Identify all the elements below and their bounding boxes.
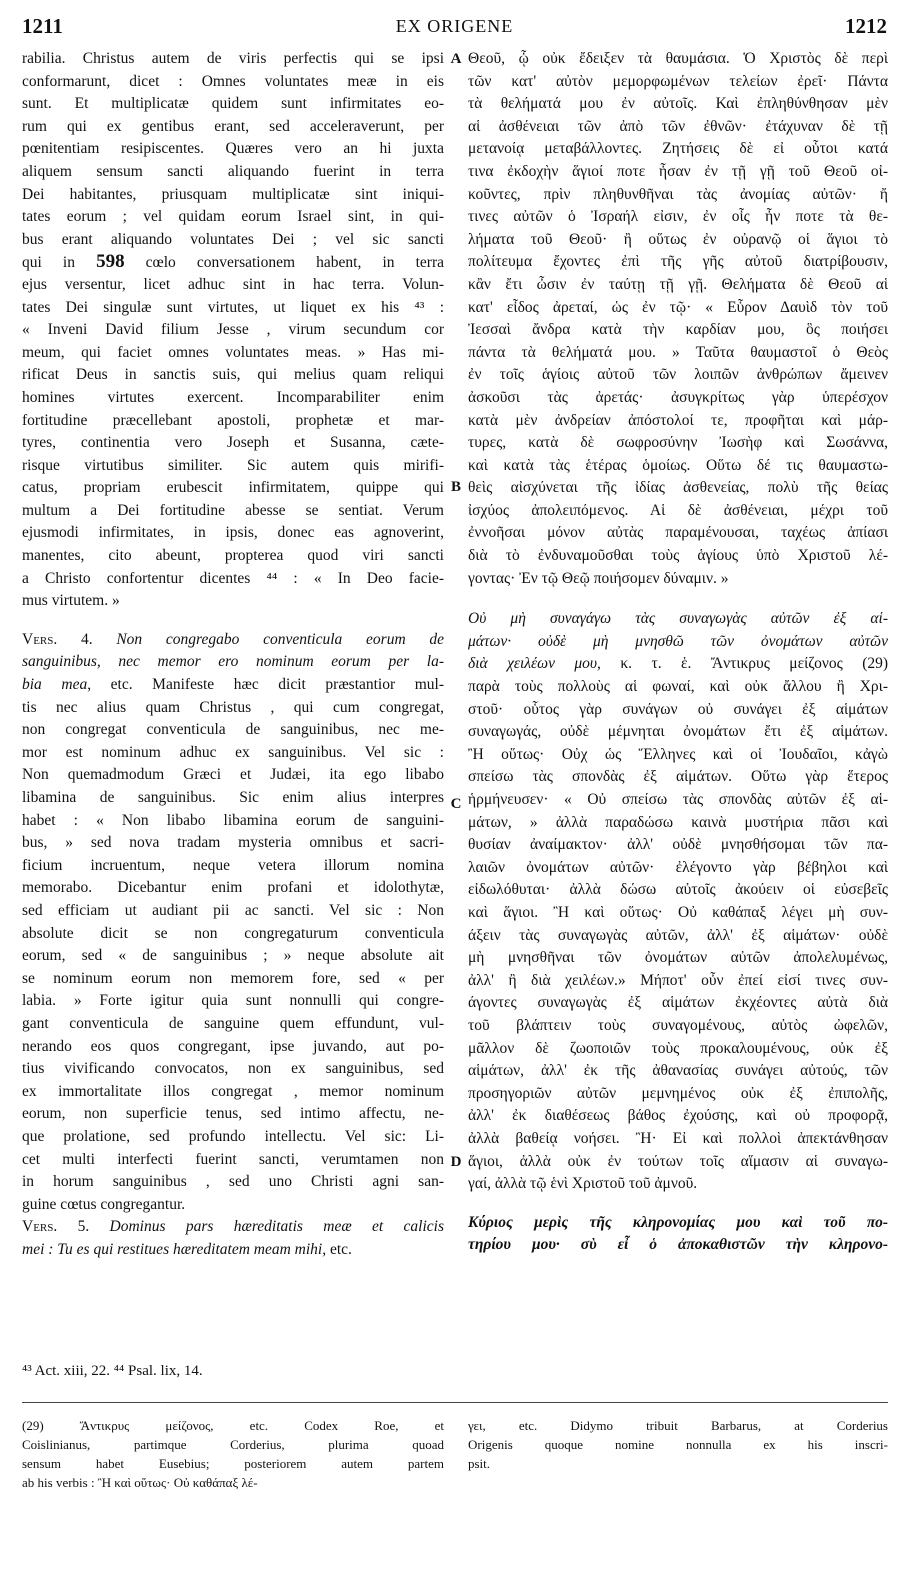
text-line: θυσίαν ἀναίμακτον· ἀλλ' οὐδὲ μνησθήσομαι τῶν πα- [468, 836, 888, 854]
text-line: sunt. Et multiplicatæ quidem sunt infirmitates eo- [22, 95, 444, 113]
text-line: ejusmodi infirmitates, in ipsis, donec eas agnoverint, [22, 524, 444, 542]
page-number-598: 598 [96, 251, 125, 273]
text-line: a Christo confortentur dicentes ⁴⁴ : « In Deo facie- [22, 569, 444, 587]
latin-paragraph-1 [22, 48, 444, 251]
text-line: absolute dicit se non congregaturum conventicula [22, 924, 444, 942]
text-line: que prolatione, sed profundo intellectu. Vel sic: Li- [22, 1127, 444, 1145]
text-line: tates Dei singulæ sunt virtutes, ut liquet ex his ⁴³ : [22, 298, 444, 316]
text-line: meum, qui faciet omnes voluntates meas. » Has mi- [22, 343, 444, 361]
paragraph-gap [22, 613, 444, 629]
column-number-right: 1212 [845, 14, 887, 38]
text-line: libamina de sanguinibus. Sic enim alius interpres [22, 789, 444, 806]
text-line: guine cœtus congregantur. [22, 1195, 186, 1213]
text-line: ἅγιοι, ἀλλὰ οὐκ ἐν τούτων τοῖς αἵμασιν αἱ συναγω- [468, 1152, 888, 1170]
text-fragment: qui in [22, 254, 97, 272]
text-line: μάτων· οὐδὲ μὴ μνησθῶ τῶν ὀνομάτων αὐτῶν [468, 632, 888, 650]
text-line: προσηγοριῶν αὐτῶν μεμνημένος οὐκ ἐξ ἐπιπολῆς, [468, 1084, 888, 1102]
text-line: sensum habet Eusebius; posteriorem autem partem [22, 1456, 444, 1471]
text-line: καὶ ἅγιοι. Ἢ καὶ οὕτως· Οὐ καθάπαξ λέγει μὴ συν- [468, 903, 888, 921]
text-line: tyres, continentia vero Joseph et Susanna, cæte- [22, 434, 444, 452]
text-line: μὴ μνησθῆναι τῶν ὀνομάτων αὐτῶν ἀπολελυμένως, [468, 949, 888, 967]
text-line: τῶν κατ' αὐτὸν μεμορφωμένων τελείων ἐρεῖ· Πάντα [468, 72, 888, 90]
text-line: θεὶς αἰσχύνεται τῆς ἰδίας ἀσθενείας, πολὺ τῆς θείας [468, 479, 888, 497]
text-line: παρὰ τοὺς πολλοὺς αἱ φωναί, καὶ οὐκ ἄλλου ἢ Χρι- [468, 678, 888, 696]
text-line: eorum, non superficie tenus, sed intimo affectu, ne- [22, 1105, 444, 1123]
text-line: ἀλλ' ἢ διὰ χειλέων.» Μήποτ' οὖν ἐπεί εἰσί τινες συν- [468, 971, 888, 989]
text-line: conformarunt, dicet : Omnes voluntates meæ in eis [22, 72, 444, 90]
text-line: τινες αὐτῶν ὁ Ἰσραήλ εἰσιν, ἐν οἷς ἦν ποτε τὰ θε- [468, 208, 888, 226]
text-line: ab his verbis : Ἢ καὶ οὕτως· Οὐ καθάπαξ λέ- [22, 1475, 258, 1490]
text-line [22, 251, 444, 274]
text-line: λαιῶν ὀνομάτων αὐτῶν· ἐλέγοντο γὰρ βέβηλοι καὶ [468, 858, 888, 876]
text-line: τυρες, κατὰ δὲ σωφροσύνην Ἰωσὴφ καὶ Σωσάννα, [468, 434, 888, 452]
text-line: γαί, ἀλλὰ τῷ ἑνὶ Χριστοῦ τοῦ ἀμνοῦ. [468, 1175, 698, 1193]
greek-verse-5-lemma [468, 1212, 888, 1257]
text-line: cet multi interfecti fuerint sancti, verumtamen non [22, 1150, 444, 1168]
text-line: nerando eos quos congregant, ipse juvando, aut po- [22, 1037, 444, 1055]
text-line: Ἢ οὕτως· Οὐχ ὡς Ἕλληνες καὶ οἱ Ἰουδαῖοι, κἀγὼ [468, 745, 888, 763]
critical-note-right [468, 1416, 888, 1473]
text-line: tis nec alius quam Christus , qui cum congregat, [22, 698, 444, 716]
text-fragment: , etc. Manifeste hæc dicit præstantior mul- [87, 676, 444, 694]
verse-5-heading [22, 1216, 444, 1239]
text-line: καὶ κατὰ τὰς ἑτέρας ὁμοίως. Οὕτω δέ τις θαυμαστω- [468, 456, 888, 474]
text-line: αἱ ἀσθένειαι τῶν ἀπὸ τῶν ἐθνῶν· ἐτάχυναν δὲ τῇ [468, 117, 888, 135]
text-line: mus virtutem. » [22, 592, 120, 610]
text-line: εἰδωλόθυται· ἀλλὰ δώσω αὐτοῖς ἀκούειν οἱ εὐσεβεῖς [468, 881, 888, 899]
text-line: ἡρμήνευσεν· « Οὐ σπείσω τὰς σπονδὰς αὐτῶν ἐξ αἱ- [468, 791, 888, 808]
greek-verse-4-lemma [468, 608, 888, 653]
text-line: μάτων, » ἀλλὰ παραδώσω καινὰ μυστήρια πᾶσι καὶ [468, 813, 888, 831]
margin-letter-a: A [450, 51, 462, 67]
text-line: άγοντες συναγωγὰς ἐξ αἱμάτων ἐκχέοντες αὐτὰ διὰ [468, 994, 888, 1012]
text-line: τινα ἐκδοχὴν ἅγιοί ποτε ἦσαν ἐν τῇ γῇ τοῦ Θεοῦ οἰ- [468, 162, 888, 180]
text-line: ἐννοῆσαι μόνον αὐτὰς παραμένουσαι, ταχέως ἀπίασι [468, 524, 888, 542]
text-line: ἐν τοῖς ἁγίοις αὐτοῦ τῶν λοιπῶν ἀνθρώπων ἄμεινεν [468, 366, 888, 384]
verse-text: mei : Tu es qui restitues hæreditatem meam mihi, [22, 1240, 327, 1258]
text-line: τοῦ βλάπτειν τοὺς συναγομένους, αὐτὸς ὠφελῶν, [468, 1016, 888, 1034]
text-line: Κύριος μερὶς τῆς κληρονομίας μου καὶ τοῦ πο- [468, 1213, 888, 1231]
margin-letter-b: B [450, 479, 461, 495]
footnote-references [22, 1360, 444, 1383]
text-line: κοῦντες, πρὶν πληθυνθῆναι τὰς ἀνομίας αὐτῶν· ἤ [468, 185, 888, 203]
text-line: bus erant aliquando voluntates Dei ; vel sic sancti [22, 230, 444, 248]
page-header [20, 14, 889, 44]
text-line: labia. » Forte igitur quia sunt nonnulli qui congre- [22, 992, 444, 1010]
text-line: ἀλλὰ βαθείᾳ νοήσει. Ἢ· Εἰ καὶ πολλοὶ ἀπεκτάνθησαν [468, 1129, 888, 1147]
text-line: λήματα τοῦ Θεοῦ· ἢ οὕτως ἐν οὐρανῷ οἱ ἅγιοι τὸ [468, 230, 888, 248]
text-line: μετανοίᾳ μεταβάλλοντες. Ζητήσεις δὲ εἰ οὗτοι κατά [468, 140, 888, 158]
verse-4-heading [22, 629, 444, 652]
text-line: Θεοῦ, ᾧ οὐκ ἔδειξεν τὰ θαυμάσια. Ὁ Χριστὸς δὲ περὶ [468, 50, 888, 67]
greek-column [468, 48, 888, 1257]
column-number-left: 1211 [22, 14, 63, 38]
text-line: Coislinianus, partimque Corderius, plurima quoad [22, 1437, 444, 1452]
text-line: σπείσω τὰς σπονδὰς ἐξ αἱμάτων. Οὕτω γὰρ ἕτερος [468, 768, 888, 786]
text-line: catus, propriam erubescit infirmitatem, quippe qui [22, 479, 444, 497]
text-line: rum qui ex gentibus erant, sed acceleraverunt, per [22, 117, 444, 135]
text-line: αἱμάτων, ἀλλ' ἐκ τῆς ἀθανασίας συνάγει αὐτούς, τῶν [468, 1062, 888, 1080]
text-line: fortitudine præcellebant apostoli, prophetæ et mar- [22, 411, 444, 429]
text-line: συναγωγάς, οὐδὲ μέμνηται ὀνομάτων ἔτι ἐξ αἱμάτων. [468, 723, 888, 741]
text-line: sanguinibus, nec memor ero nominum eorum per la- [22, 653, 444, 671]
verse-text: διὰ χειλέων μου, [468, 655, 601, 673]
text-line: άξειν τὰς συναγωγὰς αὐτῶν, ἀλλ' ἐξ αἱμάτων· οὐδὲ [468, 926, 888, 944]
footnote-line: ⁴³ Act. xiii, 22. ⁴⁴ Psal. lix, 14. [22, 1363, 203, 1379]
text-line: τὰ θελήματά μου ἐν αὐτοῖς. Καὶ ἐπληθύνθησαν μὲν [468, 95, 888, 113]
running-title: EX ORIGENE [395, 16, 514, 36]
text-line: Οὐ μὴ συναγάγω τὰς συναγωγὰς αὐτῶν ἐξ αἱ- [468, 610, 888, 628]
verse-text: Dominus pars hæreditatis meæ et calicis [89, 1218, 444, 1236]
verse-label: Vers. 4. [22, 630, 93, 648]
text-line: ἀλλ' ἐκ διαθέσεως βάθος ἐχούσης, καὶ οὐ προφορᾷ, [468, 1107, 888, 1125]
text-line: κατ' εἶδος ἀρεταί, ὡς ἐν τῷ· « Εὗρον Δαυὶδ τὸν τοῦ [468, 298, 888, 316]
text-line: habet : « Non libabo libamina eorum de sanguini- [22, 811, 444, 829]
text-line: στοῦ· οὗτος γὰρ συνάγων οὐ συνάγει ἐξ αἱμάτων [468, 700, 888, 718]
text-line: Non quemadmodum Græci et Judæi, ita ego libabo [22, 766, 444, 784]
text-line: (29) Ἄντικρυς μείζονος, etc. Codex Roe, et [22, 1418, 444, 1433]
text-line: psit. [468, 1456, 491, 1471]
text-line: Dei habitantes, priusquam multiplicatæ sint iniqui- [22, 185, 444, 203]
latin-column [22, 48, 444, 1261]
greek-verse-4-commentary [468, 676, 888, 1196]
text-line: κατὰ μὲν ἀνδρείαν ἀπόστολοί τε, προφῆται καὶ μάρ- [468, 411, 888, 429]
text-line: mor est nominum adhuc ex sanguinibus. Vel sic : [22, 743, 444, 761]
text-line: rabilia. Christus autem de viris perfectis qui se ipsi [22, 50, 444, 67]
text-line: Ἰεσσαὶ ἄνδρα κατὰ τὴν καρδίαν μου, ὃς ποιήσει [468, 321, 888, 339]
text-line: gant conventicula de sanguine quem effundunt, vul- [22, 1014, 444, 1032]
text-line: sed efficiam ut audiant pii ac sancti. Vel sic : Non [22, 901, 444, 919]
text-line [22, 674, 444, 697]
text-line: ἰσχύος ἀπολειπόμενος. Αἱ δὲ ἀσθένειαι, μέχρι τοῦ [468, 501, 888, 519]
critical-note-left [22, 1416, 444, 1492]
text-line: τηρίου μου· σὺ εἶ ὁ ἀποκαθιστῶν τὴν κληρονο- [468, 1236, 888, 1254]
verse-label: Vers. 5. [22, 1218, 90, 1236]
text-line [468, 653, 888, 676]
latin-verse-4-commentary [22, 651, 444, 1216]
text-line: ejus versentur, licet adhuc sint in hac terra. Volun- [22, 275, 444, 293]
text-line: manentes, cito abeunt, propterea quod viri sancti [22, 547, 444, 565]
text-line: aliquem sensum sancti aliquando fuerint in terra [22, 162, 444, 180]
text-line: tius vivificando convocatos, non ex sanguinibus, sed [22, 1060, 444, 1078]
greek-paragraph-1 [468, 48, 888, 590]
paragraph-gap [468, 1196, 888, 1212]
text-fragment: κ. τ. ἑ. Ἄντικρυς μείζονος (29) [600, 655, 888, 673]
text-line: pœnitentiam resipiscentes. Quæres vero an hi juxta [22, 140, 444, 158]
text-fragment: cœlo conversationem habent, in terra [124, 254, 444, 272]
text-line: πολίτευμα ἔχοντες ἐπὶ τῆς γῆς αὐτοῦ διατρίβουσιν, [468, 253, 888, 271]
margin-letter-c: C [450, 796, 462, 812]
text-line: eorum, sed « de sanguinibus ; » neque absolute ait [22, 947, 444, 965]
text-line: ficium incruentum, neque vetera illorum nomina [22, 856, 444, 874]
text-line: in horum sanguinibus , sed uno Christi agni san- [22, 1173, 444, 1191]
text-line: γοντας· Ἐν τῷ Θεῷ ποιήσομεν δύναμιν. » [468, 569, 729, 587]
text-line: πάντα τὰ θελήματά μου. » Ταῦτα θαυμαστοῖ ὁ Θεὸς [468, 343, 888, 361]
text-line: homines virtutes exercent. Incomparabiliter enim [22, 388, 444, 406]
text-line: multum a Dei fortitudine abesse se sentiat. Verum [22, 501, 444, 519]
verse-text: bia mea [22, 676, 88, 694]
text-line: risque virtutibus similiter. Sic autem quis mirifi- [22, 456, 444, 474]
text-line: κἂν ἔτι ὦσιν ἐν ταύτῃ τῇ γῇ. Θελήματα δὲ Θεοῦ αἱ [468, 275, 888, 293]
verse-5-line-2 [22, 1239, 444, 1262]
footnote-divider [22, 1402, 888, 1403]
verse-text: Non congregabo conventicula eorum de [92, 630, 444, 648]
text-line: μᾶλλον δὲ ζωοποιῶν τοὺς προκαλουμένους, οὐκ ἐξ [468, 1039, 888, 1057]
text-line: ex immortalitate illos congregat , memor nominum [22, 1082, 444, 1100]
text-line: tates eorum ; vel quidam eorum Israel sint, in qui- [22, 208, 444, 226]
text-line: διὰ τὸ ἐνδυναμοῦσθαι τοὺς ἁγίους ὑπὸ Χριστοῦ λέ- [468, 547, 888, 565]
text-line: non congregat conventicula de sanguinibus, nec me- [22, 721, 444, 739]
text-line: rificat Deus in sanctis suis, qui melius quam reliqui [22, 366, 444, 384]
text-line: « Inveni David filium Jesse , virum secundum cor [22, 321, 444, 339]
text-line: Origenis quoque nomine nonnulla ex his inscri- [468, 1437, 888, 1452]
paragraph-gap [468, 590, 888, 608]
text-line: ἀσκοῦσι τὰς ἀρετάς· ἀσυγκρίτως γὰρ ὑπερέσχον [468, 388, 888, 406]
text-line: se nominum eorum non memorem fore, sed « per [22, 969, 444, 987]
text-line: γει, etc. Didymo tribuit Barbarus, at Corderius [468, 1418, 888, 1433]
text-fragment: etc. [326, 1240, 352, 1258]
margin-letter-d: D [450, 1154, 462, 1170]
text-line: bus, » sed nova tradam mysteria omnibus et sacri- [22, 834, 444, 852]
latin-paragraph-1-continued [22, 274, 444, 613]
text-line: memorabo. Dicebantur enim profani et idolothytæ, [22, 879, 444, 897]
